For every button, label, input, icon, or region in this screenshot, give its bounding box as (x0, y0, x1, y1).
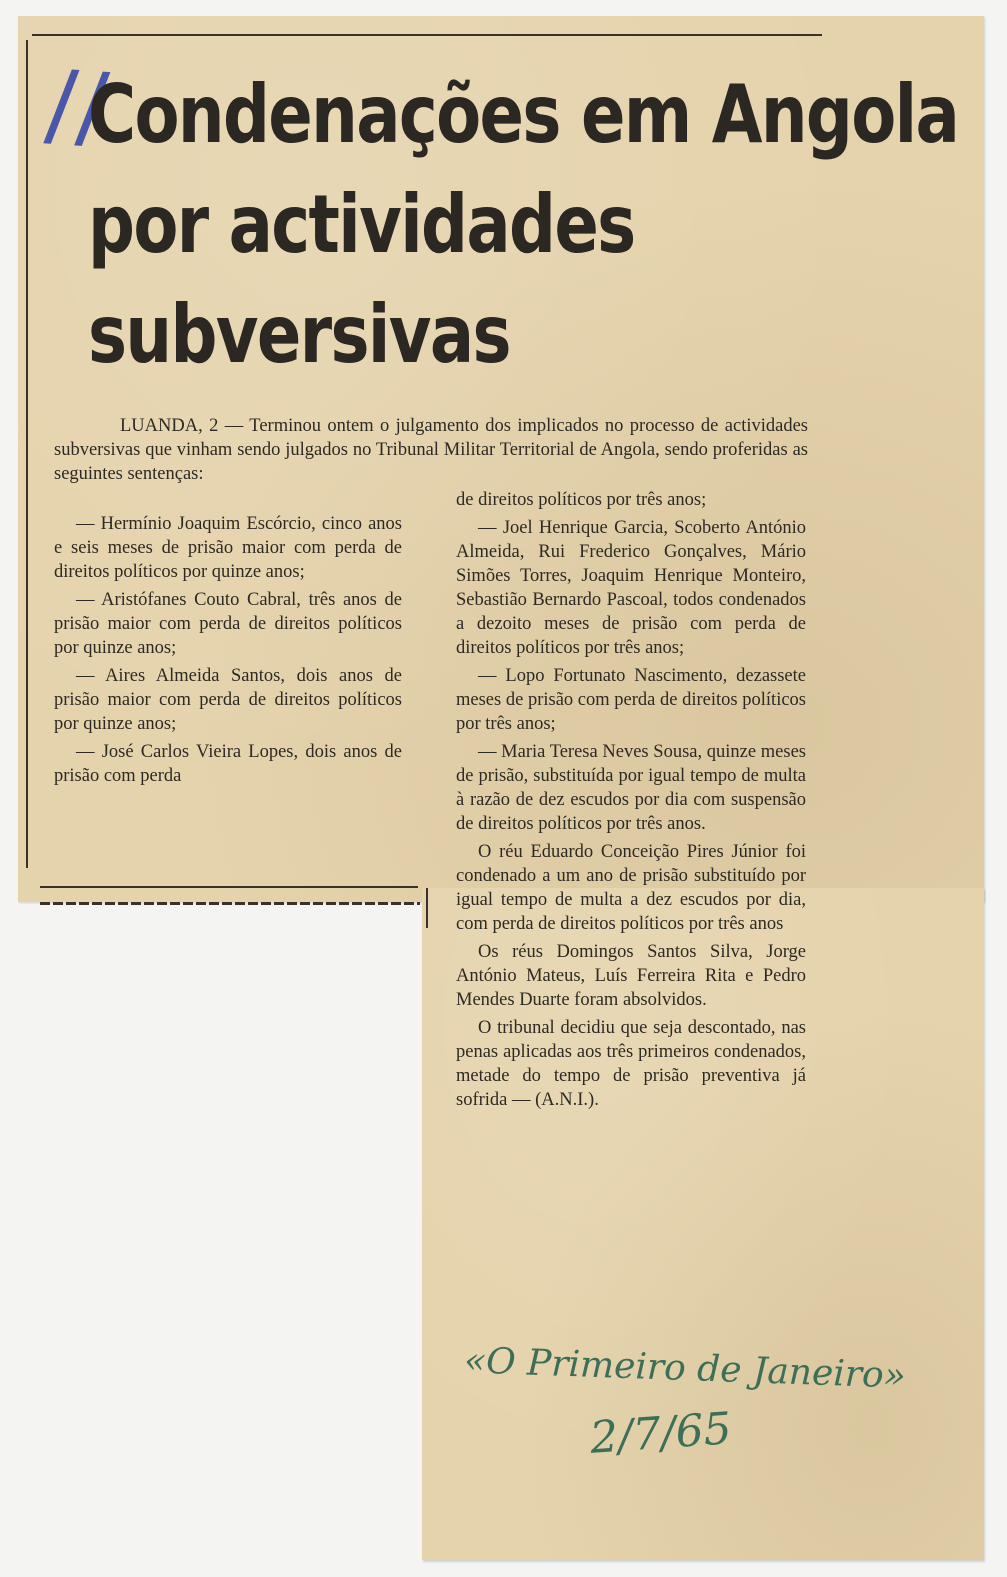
acquittal-paragraph: Os réus Domingos Santos Silva, Jorge António Mateus, Luís Ferreira Rita e Pedro Mendes Duarte foram absolvidos. (456, 942, 806, 1010)
headline (88, 60, 959, 390)
sentence-paragraph: — José Carlos Vieira Lopes, dois anos de prisão com perda (54, 742, 402, 786)
headline-line-3: subversivas (88, 288, 510, 381)
headline-line-2: por actividades (88, 178, 635, 271)
bottom-dashed-rule (40, 902, 420, 905)
closing-paragraph: O tribunal decidiu que seja descontado, nas penas aplicadas aos três primeiros condenados, metade do tempo de prisão preventiva já sofrida — (A.N.I.). (456, 1018, 806, 1110)
sentence-paragraph: — Lopo Fortunato Nascimento, dezassete meses de prisão com perda de direitos políticos por três anos; (456, 666, 806, 734)
margin-mark: // (42, 49, 112, 162)
top-rule (32, 34, 822, 36)
sentence-paragraph: — Hermínio Joaquim Escórcio, cinco anos e seis meses de prisão maior com perda de direitos políticos por quinze anos; (54, 514, 402, 582)
sentence-paragraph: — Aires Almeida Santos, dois anos de prisão maior com perda de direitos políticos por quinze anos; (54, 666, 402, 734)
handwritten-date: 2/7/65 (588, 1403, 734, 1464)
continued-paragraph: de direitos políticos por três anos; (456, 490, 707, 510)
verdict-paragraph: O réu Eduardo Conceição Pires Júnior foi condenado a um ano de prisão substituído por igual tempo de multa a dez escudos por dia, com perda de direitos políticos por três anos (456, 842, 806, 934)
left-rule (26, 40, 28, 868)
sentence-paragraph: — Aristófanes Couto Cabral, três anos de prisão maior com perda de direitos políticos por quinze anos; (54, 590, 402, 658)
left-column (54, 512, 402, 792)
right-column (456, 488, 806, 1116)
sentence-paragraph: — Maria Teresa Neves Sousa, quinze meses de prisão, substituída por igual tempo de multa à razão de dez escudos por dia com suspensão de direitos políticos por três anos. (456, 742, 806, 834)
handwritten-source-note: «O Primeiro de Janeiro» (463, 1340, 907, 1397)
sentence-paragraph: — Joel Henrique Garcia, Scoberto António Almeida, Rui Frederico Gonçalves, Mário Simões Torres, Joaquim Henrique Monteiro, Sebastião Bernardo Pascoal, todos condenados a dezoito meses de prisão com perda de direitos políticos por três anos; (456, 518, 806, 658)
lead-paragraph: LUANDA, 2 — Terminou ontem o julgamento dos implicados no processo de actividades subversivas que vinham sendo julgados no Tribunal Militar Territorial de Angola, sendo proferidas as seguintes sentenças: (54, 416, 808, 484)
column-rule (426, 888, 428, 928)
bottom-rule (40, 886, 418, 888)
headline-line-1: Condenações em Angola (88, 68, 959, 161)
